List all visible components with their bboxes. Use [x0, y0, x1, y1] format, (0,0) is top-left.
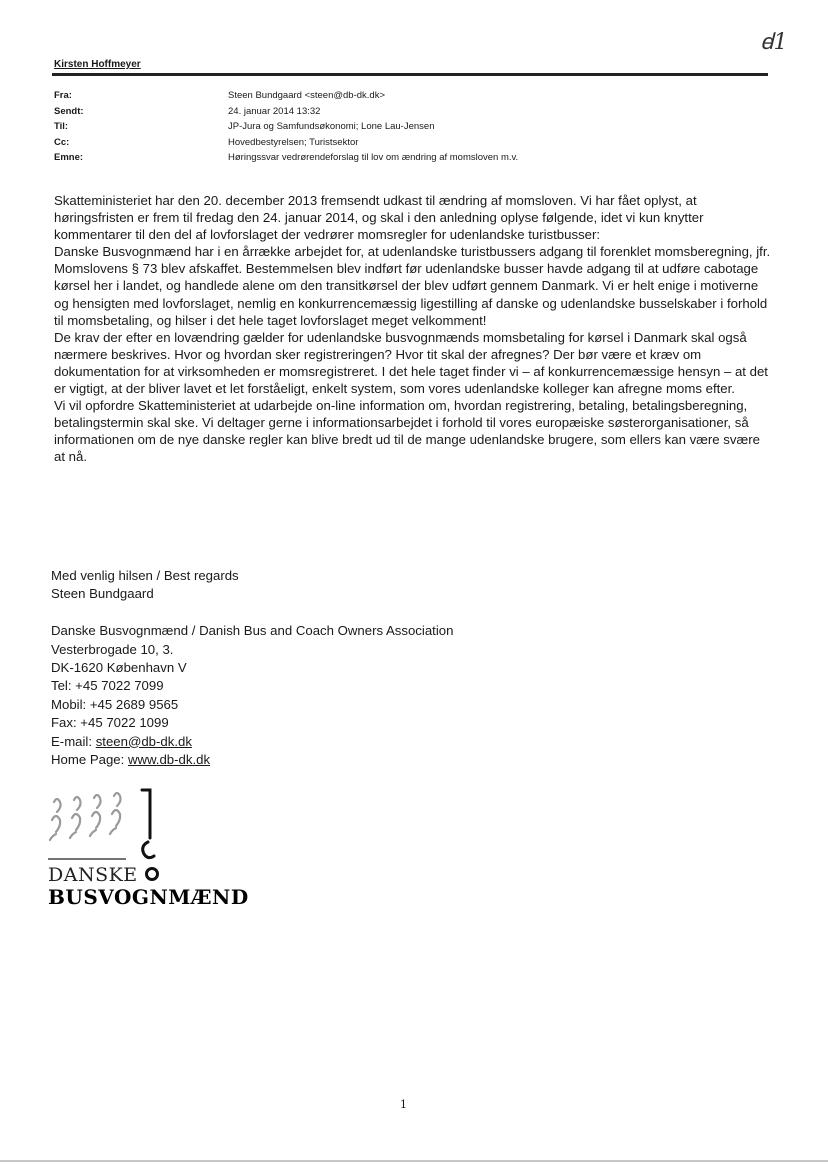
- logo-line1: DANSKE: [48, 864, 138, 886]
- printed-by-name: Kirsten Hoffmeyer: [54, 59, 141, 70]
- logo-text-danske: [48, 864, 160, 886]
- signature-spacer: [51, 604, 453, 622]
- field-label: Cc:: [54, 136, 70, 148]
- signature-homepage-line: [51, 751, 453, 769]
- homepage-link[interactable]: www.db-dk.dk: [127, 752, 211, 768]
- signature-city: DK-1620 København V: [51, 660, 187, 676]
- body-paragraph: Danske Busvognmænd har i en årrække arbejdet for, at udenlandske turistbussers adgang til forenklet momsberegning, jfr. Momslovens § 73 blev afskaffet. Bestemmelsen blev indført før udenlandske busser havde adgang til at udføre cabotage kørsel her i landet, og handlede alene om den transitkørsel der blev udført gennem Danmark. Vi er helt enige i motiverne og hensigten med lovforslaget, nemlig en konkurrencemæssig ligestilling af danske og udenlandske busselskaber i forhold til momsbetaling, og hilser i det hele taget lovforslaget meget velkomment!: [54, 244, 771, 328]
- logo-line2: BUSVOGNMÆND: [48, 885, 249, 909]
- field-label: Emne:: [54, 152, 84, 164]
- signature-organization: Danske Busvognmænd / Danish Bus and Coach Owners Association: [51, 623, 454, 639]
- field-value: 24. januar 2014 13:32: [228, 105, 321, 117]
- signature-name: Steen Bundgaard: [51, 586, 154, 602]
- signature-homepage-label: Home Page:: [51, 752, 128, 768]
- page-number: 1: [400, 1098, 407, 1111]
- field-value: Hovedbestyrelsen; Turistsektor: [228, 136, 359, 148]
- signature-email-line: [51, 733, 453, 751]
- signature-street: Vesterbrogade 10, 3.: [51, 641, 174, 657]
- email-header-fields: [54, 88, 770, 166]
- logo-wheel-icon: [144, 866, 160, 882]
- field-label: Fra:: [54, 90, 72, 102]
- field-from: [54, 88, 770, 104]
- danske-busvognmaend-logo: [46, 784, 249, 909]
- field-label: Sendt:: [54, 105, 84, 117]
- header-divider: [52, 73, 768, 76]
- field-value: Steen Bundgaard <steen@db-dk.dk>: [228, 90, 386, 102]
- handwritten-page-mark: ꟈ1: [760, 30, 788, 55]
- email-link[interactable]: steen@db-dk.dk: [95, 733, 192, 749]
- field-to: [54, 119, 770, 135]
- field-value: JP-Jura og Samfundsøkonomi; Lone Lau-Jensen: [228, 121, 435, 133]
- signature-phone: Tel: +45 7022 7099: [51, 678, 164, 694]
- field-value: Høringssvar vedrørendeforslag til lov om ændring af momsloven m.v.: [228, 152, 519, 164]
- signature-mobile: Mobil: +45 2689 9565: [51, 696, 179, 712]
- signature-greeting: Med venlig hilsen / Best regards: [51, 568, 239, 583]
- signature-fax: Fax: +45 7022 1099: [51, 715, 169, 731]
- field-subject: [54, 150, 770, 166]
- field-cc: [54, 135, 770, 151]
- logo-mark-icon: [46, 784, 246, 864]
- email-signature: [51, 567, 453, 769]
- body-paragraph: De krav der efter en lovændring gælder for udenlandske busvognmænds momsbetaling for kørsel i Danmark skal også nærmere beskrives. Hvor og hvordan sker registreringen? Hvor tit skal der afregnes? Der bør være et kræv om dokumentation for at virksomheden er momsregistreret. I det hele taget finder vi – af konkurrencemæssige hensyn – at det er vigtigt, at der bliver lavet et let forståeligt, enkelt system, som vores udenlandske kolleger kan afregne moms efter.: [54, 329, 768, 397]
- body-paragraph: Vi vil opfordre Skatteministeriet at udarbejde on-line information om, hvordan registrering, betaling, betalingsberegning, betalingstermin skal ske. Vi deltager gerne i informationsarbejdet i forhold til vores europæiske søsterorganisationer, så informationen om de nye danske regler kan blive bredt ud til de mange udenlandske brugere, som ellers kan være svære at nå.: [54, 398, 760, 465]
- email-body: [54, 192, 774, 466]
- field-label: Til:: [54, 121, 69, 133]
- signature-email-label: E-mail:: [51, 733, 96, 749]
- field-sent: [54, 104, 770, 120]
- body-paragraph: Skatteministeriet har den 20. december 2013 fremsendt udkast til ændring af momsloven. Vi har fået oplyst, at høringsfristen er frem til fredag den 24. januar 2014, og skal i den anledning oplyse følgende, idet vi kun knytter kommentarer til den del af lovforslaget der vedrører momsregler for udenlandske turistbusser:: [54, 193, 704, 243]
- page-bottom-edge: [0, 1160, 828, 1162]
